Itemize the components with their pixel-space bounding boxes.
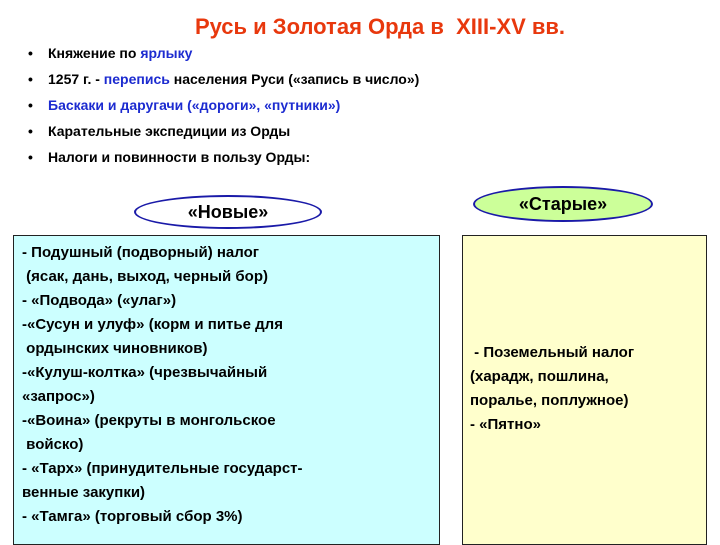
bullet-text: Баскаки и даругачи («дороги», «путники») (48, 97, 341, 113)
bullet-item (28, 150, 419, 165)
new-taxes-box (13, 235, 440, 545)
bullet-text: Налоги и повинности в пользу Орды: (48, 149, 311, 165)
new-tax-line: венные закупки) (22, 484, 146, 501)
bullet-text: 1257 г. - (48, 71, 104, 87)
bullet-marker: • (28, 71, 33, 87)
new-tax-line: - «Тарх» (принудительные государст- (22, 460, 303, 477)
new-tax-line: ордынских чиновников) (22, 340, 208, 357)
bullet-list (28, 46, 419, 176)
bullet-marker: • (28, 149, 33, 165)
bullet-text: населения Руси («запись в число») (169, 71, 420, 87)
new-tax-line: (ясак, дань, выход, черный бор) (22, 268, 268, 285)
old-tax-line: (харадж, пошлина, (470, 368, 609, 385)
bullet-text: Карательные экспедиции из Орды (48, 123, 291, 139)
bullet-item (28, 46, 419, 61)
new-tax-line: - «Подвода» («улаг») (22, 292, 177, 309)
bullet-marker: • (28, 97, 33, 113)
new-tax-line: -«Воина» (рекруты в монгольское (22, 412, 276, 429)
bullet-marker: • (28, 45, 33, 61)
old-taxes-box (462, 235, 707, 545)
new-tax-line: -«Сусун и улуф» (корм и питье для (22, 316, 283, 333)
bullet-text: Княжение по (48, 45, 141, 61)
bullet-text: ярлыку (140, 45, 193, 61)
bullet-item (28, 124, 419, 139)
new-tax-line: «запрос») (22, 388, 95, 405)
new-tax-line: -«Кулуш-колтка» (чрезвычайный (22, 364, 268, 381)
new-tax-line: - «Тамга» (торговый сбор 3%) (22, 508, 243, 525)
new-taxes-oval: «Новые» (134, 195, 322, 229)
new-tax-line: - Подушный (подворный) налог (22, 244, 260, 261)
old-tax-line: поралье, поплужное) (470, 392, 629, 409)
old-taxes-oval: «Старые» (473, 186, 653, 222)
old-tax-line: - Поземельный налог (470, 344, 635, 361)
new-tax-line: войско) (22, 436, 84, 453)
slide-title: Русь и Золотая Орда в XIII-XV вв. (194, 14, 566, 39)
bullet-item (28, 72, 419, 87)
old-tax-line: - «Пятно» (470, 416, 541, 433)
bullet-item (28, 98, 419, 113)
bullet-text: перепись (103, 71, 170, 87)
bullet-marker: • (28, 123, 33, 139)
